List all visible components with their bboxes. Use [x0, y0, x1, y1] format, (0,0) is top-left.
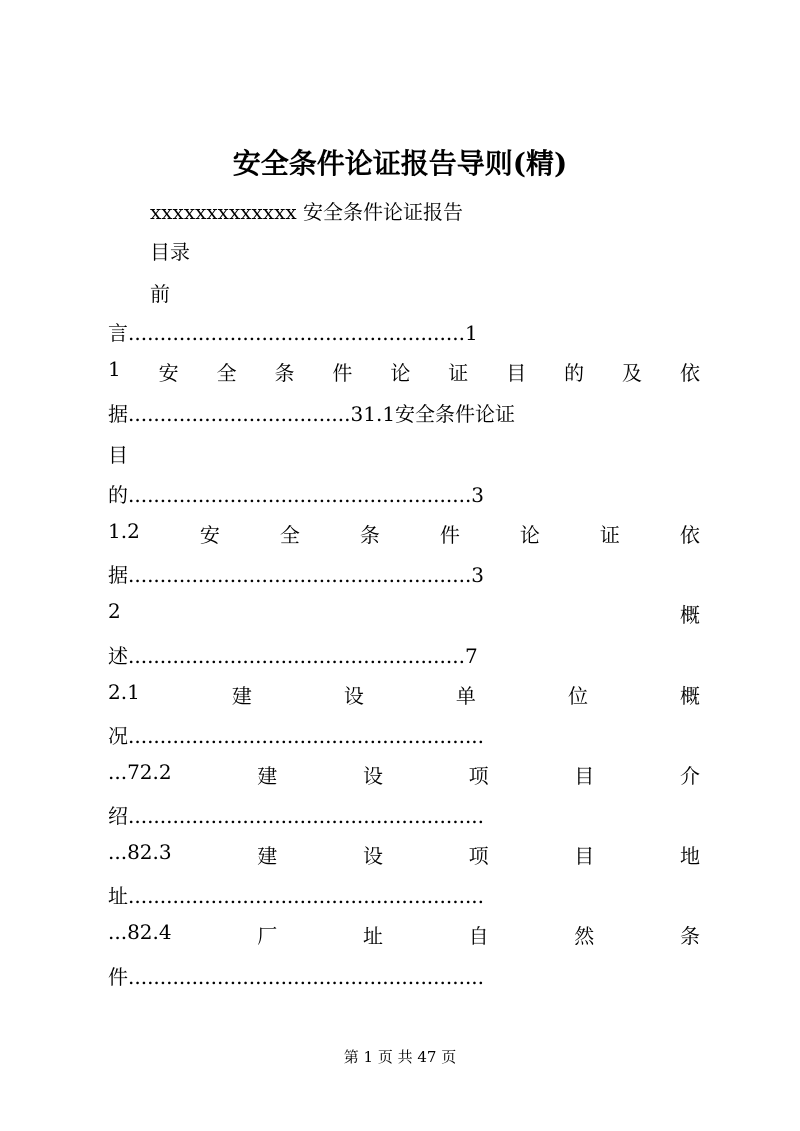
toc-word: 2: [108, 599, 121, 623]
toc-line: 前: [150, 282, 170, 306]
toc-line: 况........................................................: [108, 724, 485, 748]
toc-word: 概: [680, 603, 700, 627]
page-footer: 第 1 页 共 47 页: [343, 1048, 457, 1066]
toc-word: 的: [564, 361, 585, 385]
toc-word: 条: [359, 523, 380, 547]
toc-word: 目: [574, 844, 595, 868]
toc-word: 论: [390, 361, 411, 385]
toc-line: 的......................................................3: [108, 483, 485, 507]
toc-word: 址: [362, 924, 383, 948]
toc-line: 址........................................................: [108, 884, 485, 908]
toc-word: 设: [362, 844, 383, 868]
toc-word: 建: [231, 684, 252, 708]
toc-word: 厂: [257, 924, 278, 948]
toc-word: 位: [567, 684, 588, 708]
toc-word: 然: [574, 924, 595, 948]
toc-word: 件: [439, 523, 460, 547]
toc-heading: 目录: [150, 240, 190, 264]
toc-line: 件........................................................: [108, 965, 485, 989]
toc-word: 依: [679, 523, 700, 547]
toc-word: 条: [679, 924, 700, 948]
toc-line: [108, 599, 700, 628]
toc-line: 目: [108, 443, 128, 467]
toc-word: 目: [574, 764, 595, 788]
toc-word: 项: [468, 844, 489, 868]
toc-line: 据......................................................3: [108, 563, 485, 587]
report-subtitle: xxxxxxxxxxxxx 安全条件论证报告: [150, 200, 463, 224]
toc-word: 设: [343, 684, 364, 708]
toc-line: 述.....................................................7: [108, 644, 478, 668]
toc-line: [108, 357, 700, 386]
toc-word: 证: [448, 361, 469, 385]
toc-word: 及: [622, 361, 643, 385]
toc-word: 概: [679, 684, 700, 708]
toc-word: ...72.2: [108, 760, 172, 784]
toc-word: 件: [332, 361, 353, 385]
toc-word: 建: [257, 844, 278, 868]
toc-word: 单: [455, 684, 476, 708]
toc-line: [108, 840, 700, 869]
toc-word: 依: [679, 361, 700, 385]
toc-word: 证: [599, 523, 620, 547]
toc-word: 地: [679, 844, 700, 868]
toc-line: 言.....................................................1: [108, 321, 478, 345]
toc-word: 论: [519, 523, 540, 547]
toc-word: 安: [158, 361, 179, 385]
toc-word: 建: [257, 764, 278, 788]
document-title: 安全条件论证报告导则(精): [232, 147, 568, 180]
toc-line: [108, 920, 700, 949]
toc-word: 自: [468, 924, 489, 948]
toc-line: [108, 680, 700, 709]
toc-word: 全: [279, 523, 300, 547]
toc-word: 介: [679, 764, 700, 788]
toc-line: 绍........................................................: [108, 804, 485, 828]
toc-word: 条: [274, 361, 295, 385]
toc-word: 全: [216, 361, 237, 385]
toc-word: 1.2: [108, 519, 140, 543]
toc-word: 项: [468, 764, 489, 788]
toc-line: [108, 519, 700, 548]
toc-word: 2.1: [108, 680, 140, 704]
toc-word: 目: [506, 361, 527, 385]
toc-word: 设: [362, 764, 383, 788]
toc-word: 安: [199, 523, 220, 547]
toc-word: 1: [108, 357, 121, 381]
toc-word: ...82.4: [108, 920, 172, 944]
toc-line: 据...................................31.1安全条件论证: [108, 402, 516, 426]
toc-word: ...82.3: [108, 840, 172, 864]
toc-line: [108, 760, 700, 789]
